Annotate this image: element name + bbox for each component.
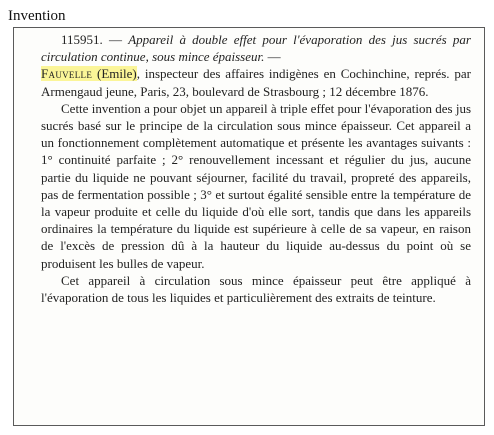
- patent-heading: [41, 31, 471, 65]
- patent-title: Appareil à double effet pour l'évaporation des jus sucrés par circulation continue, sous mince épaisseur.: [41, 32, 471, 65]
- inventor-surname: Fauvelle: [41, 66, 93, 82]
- patent-holder: [41, 65, 471, 99]
- dash: —: [264, 49, 281, 65]
- description-paragraph-2: Cet appareil à circulation sous mince épaisseur peut être appliqué à l'évaporation de tous les liquides et particulièrement des extraits de teinture.: [41, 272, 471, 306]
- page-label: Invention: [8, 8, 66, 24]
- holder-details: , inspecteur des affaires indigènes en Cochinchine, représ. par Armengaud jeune, Paris, 23, boulevard de Strasbourg ; 12 décembre 1876.: [41, 66, 472, 99]
- description-paragraph-1: Cette invention a pour objet un appareil à triple effet pour l'évaporation des jus sucrés basé sur le principe de la circulation sous mince épaisseur. Cet appareil a un fonctionnement complètement automatique et présente les avantages suivants : 1° continuité parfaite ; 2° renouvellement incessant et régulier du jus, aucune partie du liquide ne pouvant séjourner, facilité du travail, propreté des appareils, pas de fermentation possible ; 3° et surtout égalité sensible entre la température de la vapeur produite et celle du liquide d'où elle sort, tandis que dans les appareils ordinaires la température du liquide est supérieure à celle de sa vapeur, en raison de l'excès de pression dû à la hauteur du liquide au-dessus du point où se produisent les bulles de vapeur.: [41, 100, 471, 271]
- inventor-firstname: (Emile): [97, 66, 137, 82]
- patent-entry: [41, 31, 471, 306]
- dash: —: [102, 32, 129, 47]
- patent-number: 115951.: [61, 32, 103, 47]
- highlighted-inventor-name: [41, 66, 137, 81]
